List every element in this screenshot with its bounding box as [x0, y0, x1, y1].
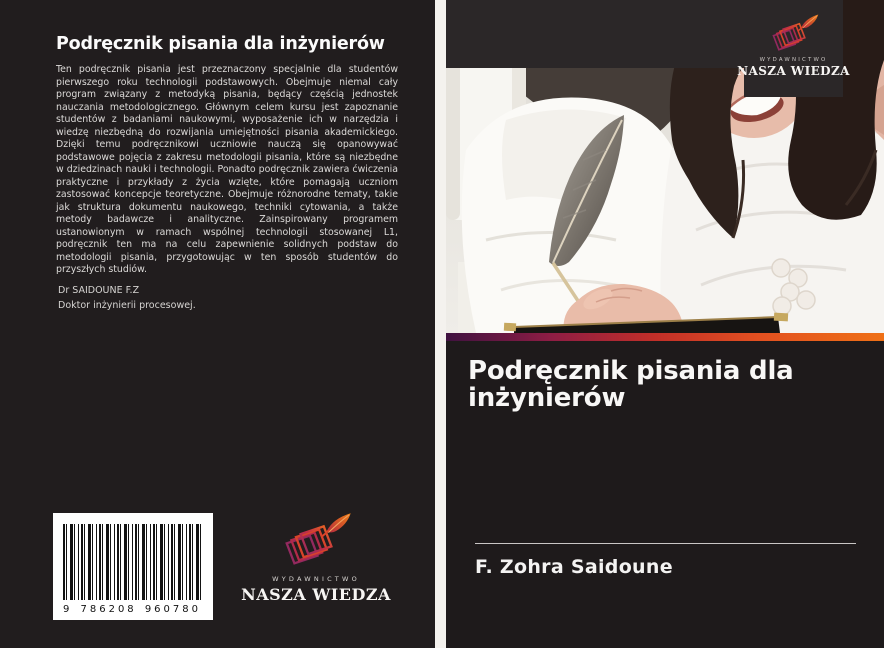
publisher-name-bottom: NASZA WIEDZA: [737, 64, 850, 78]
front-cover: [446, 0, 884, 648]
front-cover-title: Podręcznik pisania dla inżynierów: [468, 356, 794, 413]
back-cover: [0, 0, 435, 648]
publisher-logo-icon: [279, 512, 353, 570]
author-divider-line: [475, 543, 856, 544]
author-bio-line1: Dr SAIDOUNE F.Z: [58, 285, 140, 296]
publisher-name-top: WYDAWNICTWO: [759, 57, 828, 63]
accent-gradient-stripe: [446, 333, 884, 341]
publisher-name-top: WYDAWNICTWO: [272, 575, 360, 583]
spine: [435, 0, 446, 648]
publisher-logo-back: [241, 512, 391, 622]
barcode: [53, 513, 213, 620]
publisher-logo-icon: [768, 14, 820, 54]
back-cover-description: Ten podręcznik pisania jest przeznaczony specjalnie dla studentów pierwszego roku technologii podstawowych. Obejmuje niemal cały program związany z metodyką pisania, będący częścią jednostek nauczania metodologicznego. Głównym celem kursu jest zapoznanie studentów z badaniami naukowymi, wyposażenie ich w narzędzia i wiedzę niezbędną do rozwijania umiejętności pisania akademickiego. Dzięki temu podręcznikowi uczniowie nauczą się opanowywać podstawowe pojęcia z zakresu metodologii pisania, które są niezbędne w dziedzinach nauki i technologii. Ponadto podręcznik zawiera ćwiczenia praktyczne i przykłady z życia wzięte, które pomagają uczniom zastosować koncepcje teoretyczne. Obejmuje różnorodne tematy, takie jak struktura dokumentu naukowego, techniki cytowania, a także metody badawcze i analityczne. Zainspirowany programem ustanowionym w ramach wspólnej technologii stosowanej L1, podręcznik ten ma na celu zapewnienie solidnych podstaw do metodologii pisania, przygotowując w ten sposób studentów do przyszłych studiów.: [56, 64, 398, 275]
barcode-prefix: 9: [63, 603, 73, 615]
barcode-group1: 786208: [80, 603, 137, 615]
front-cover-author: F. Zohra Saidoune: [475, 556, 673, 578]
publisher-name-bottom: NASZA WIEDZA: [241, 585, 391, 604]
author-bio-line2: Doktor inżynierii procesowej.: [58, 300, 196, 311]
author-bio: [58, 283, 196, 313]
barcode-group2: 960780: [144, 603, 201, 615]
barcode-bars-icon: [63, 524, 203, 600]
barcode-digits: [63, 600, 203, 617]
publisher-logo-front: [737, 0, 850, 97]
back-cover-title: Podręcznik pisania dla inżynierów: [56, 34, 385, 54]
